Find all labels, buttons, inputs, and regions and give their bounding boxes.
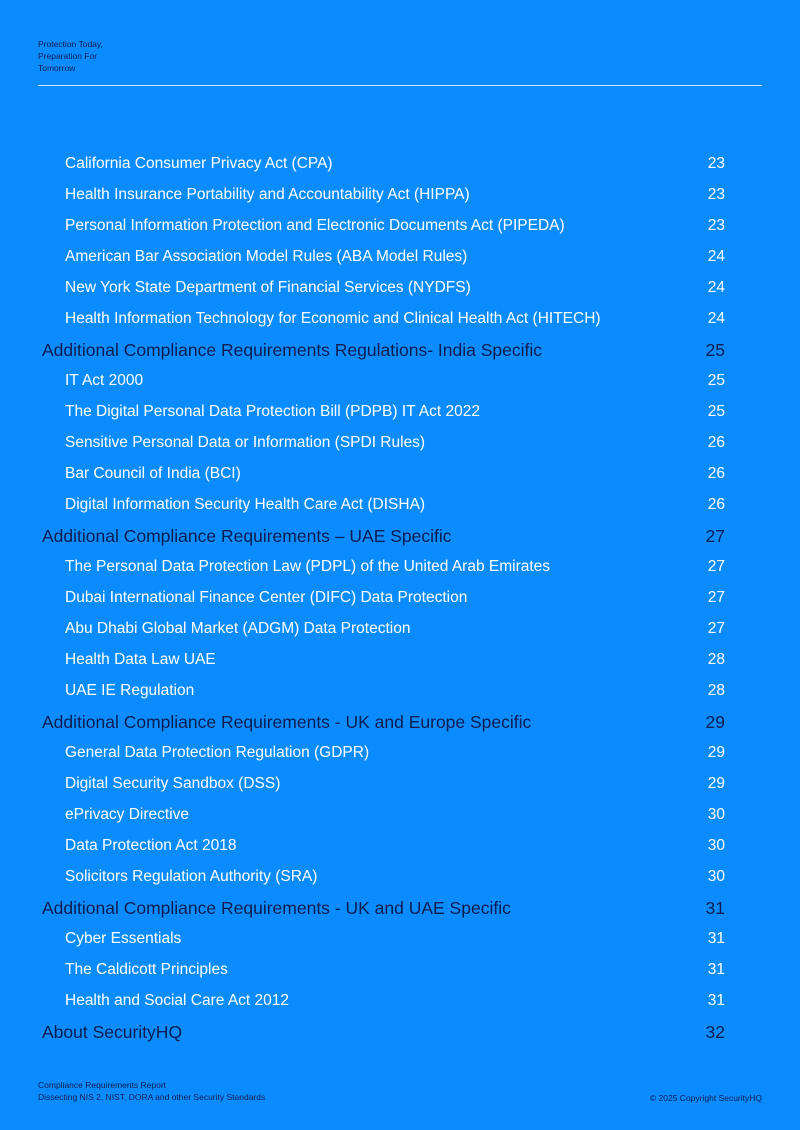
toc-entry-title: About SecurityHQ	[42, 1022, 183, 1042]
toc-subsection-entry[interactable]	[0, 645, 800, 676]
toc-entry-title: The Digital Personal Data Protection Bill (PDPB) IT Act 2022	[65, 403, 480, 420]
toc-entry-title: Health Information Technology for Economic and Clinical Health Act (HITECH)	[65, 310, 601, 327]
toc-entry-title: Additional Compliance Requirements - UK and Europe Specific	[42, 712, 532, 732]
toc-entry-page-number: 31	[707, 930, 725, 947]
toc-entry-page-number: 24	[707, 248, 725, 265]
toc-entry-title: Bar Council of India (BCI)	[65, 465, 241, 482]
toc-section-entry[interactable]	[0, 1017, 800, 1048]
toc-subsection-entry[interactable]	[0, 149, 800, 180]
toc-entry-title: Additional Compliance Requirements - UK and UAE Specific	[42, 898, 511, 918]
toc-subsection-entry[interactable]	[0, 180, 800, 211]
toc-subsection-entry[interactable]	[0, 211, 800, 242]
toc-entry-page-number: 30	[707, 806, 725, 823]
toc-subsection-entry[interactable]	[0, 273, 800, 304]
toc-subsection-entry[interactable]	[0, 986, 800, 1017]
toc-subsection-entry[interactable]	[0, 366, 800, 397]
toc-subsection-entry[interactable]	[0, 862, 800, 893]
toc-subsection-entry[interactable]	[0, 676, 800, 707]
toc-subsection-entry[interactable]	[0, 800, 800, 831]
tagline-line: Preparation For	[38, 51, 98, 61]
toc-entry-title: Digital Security Sandbox (DSS)	[65, 775, 281, 792]
toc-entry-title: New York State Department of Financial Services (NYDFS)	[65, 279, 471, 296]
toc-subsection-entry[interactable]	[0, 583, 800, 614]
toc-entry-page-number: 27	[705, 526, 725, 546]
toc-entry-page-number: 25	[707, 403, 725, 420]
toc-entry-title: Additional Compliance Requirements Regulations- India Specific	[42, 340, 542, 360]
toc-entry-title: Health and Social Care Act 2012	[65, 992, 290, 1009]
footer-report-title: Compliance Requirements Report	[38, 1080, 167, 1090]
toc-entry-title: Abu Dhabi Global Market (ADGM) Data Protection	[65, 620, 411, 637]
toc-entry-title: Dubai International Finance Center (DIFC) Data Protection	[65, 589, 468, 606]
tagline-line: Tomorrow	[38, 63, 76, 73]
toc-entry-page-number: 26	[707, 465, 725, 482]
footer-report-subtitle: Dissecting NIS 2, NIST, DORA and other Security Standards	[38, 1092, 266, 1102]
header-divider	[38, 85, 762, 86]
toc-entry-title: Digital Information Security Health Care Act (DISHA)	[65, 496, 426, 513]
footer-report-info	[38, 1079, 265, 1103]
toc-subsection-entry[interactable]	[0, 459, 800, 490]
toc-entry-page-number: 31	[707, 992, 725, 1009]
toc-section-entry[interactable]	[0, 521, 800, 552]
toc-entry-page-number: 23	[707, 155, 725, 172]
toc-entry-title: Data Protection Act 2018	[65, 837, 237, 854]
toc-entry-title: Solicitors Regulation Authority (SRA)	[65, 868, 318, 885]
toc-entry-title: American Bar Association Model Rules (ABA Model Rules)	[65, 248, 468, 265]
toc-entry-page-number: 27	[707, 620, 725, 637]
toc-entry-title: Additional Compliance Requirements – UAE Specific	[42, 526, 452, 546]
toc-entry-page-number: 29	[705, 712, 725, 732]
header-tagline	[38, 38, 158, 74]
toc-entry-title: General Data Protection Regulation (GDPR)	[65, 744, 370, 761]
toc-entry-title: The Caldicott Principles	[65, 961, 228, 978]
toc-entry-page-number: 30	[707, 837, 725, 854]
toc-subsection-entry[interactable]	[0, 831, 800, 862]
toc-entry-page-number: 32	[705, 1022, 725, 1042]
toc-entry-title: IT Act 2000	[65, 372, 144, 389]
toc-entry-title: ePrivacy Directive	[65, 806, 190, 823]
toc-entry-page-number: 31	[705, 898, 725, 918]
toc-entry-page-number: 29	[707, 775, 725, 792]
toc-entry-page-number: 31	[707, 961, 725, 978]
toc-subsection-entry[interactable]	[0, 242, 800, 273]
toc-entry-page-number: 29	[707, 744, 725, 761]
toc-entry-page-number: 26	[707, 496, 725, 513]
toc-entry-page-number: 28	[707, 682, 725, 699]
toc-entry-page-number: 24	[707, 279, 725, 296]
toc-entry-title: The Personal Data Protection Law (PDPL) of the United Arab Emirates	[65, 558, 551, 575]
toc-entry-title: Health Insurance Portability and Accountability Act (HIPPA)	[65, 186, 470, 203]
toc-subsection-entry[interactable]	[0, 955, 800, 986]
toc-entry-title: California Consumer Privacy Act (CPA)	[65, 155, 333, 172]
toc-subsection-entry[interactable]	[0, 397, 800, 428]
toc-entry-title: Sensitive Personal Data or Information (SPDI Rules)	[65, 434, 426, 451]
toc-entry-page-number: 25	[705, 340, 725, 360]
toc-subsection-entry[interactable]	[0, 304, 800, 335]
toc-subsection-entry[interactable]	[0, 924, 800, 955]
tagline-line: Protection Today,	[38, 39, 103, 49]
toc-entry-title: UAE IE Regulation	[65, 682, 195, 699]
toc-entry-page-number: 23	[707, 186, 725, 203]
toc-entry-title: Cyber Essentials	[65, 930, 182, 947]
toc-entry-page-number: 26	[707, 434, 725, 451]
toc-section-entry[interactable]	[0, 707, 800, 738]
toc-section-entry[interactable]	[0, 335, 800, 366]
toc-entry-page-number: 23	[707, 217, 725, 234]
table-of-contents	[0, 149, 800, 1048]
toc-entry-title: Personal Information Protection and Electronic Documents Act (PIPEDA)	[65, 217, 565, 234]
toc-subsection-entry[interactable]	[0, 552, 800, 583]
toc-subsection-entry[interactable]	[0, 614, 800, 645]
toc-subsection-entry[interactable]	[0, 428, 800, 459]
toc-entry-page-number: 27	[707, 558, 725, 575]
toc-subsection-entry[interactable]	[0, 490, 800, 521]
toc-entry-page-number: 24	[707, 310, 725, 327]
toc-entry-page-number: 25	[707, 372, 725, 389]
toc-entry-title: Health Data Law UAE	[65, 651, 216, 668]
toc-section-entry[interactable]	[0, 893, 800, 924]
toc-entry-page-number: 28	[707, 651, 725, 668]
toc-subsection-entry[interactable]	[0, 769, 800, 800]
toc-entry-page-number: 30	[707, 868, 725, 885]
footer-copyright: © 2025 Copyright SecurityHQ	[649, 1093, 762, 1103]
toc-subsection-entry[interactable]	[0, 738, 800, 769]
toc-entry-page-number: 27	[707, 589, 725, 606]
